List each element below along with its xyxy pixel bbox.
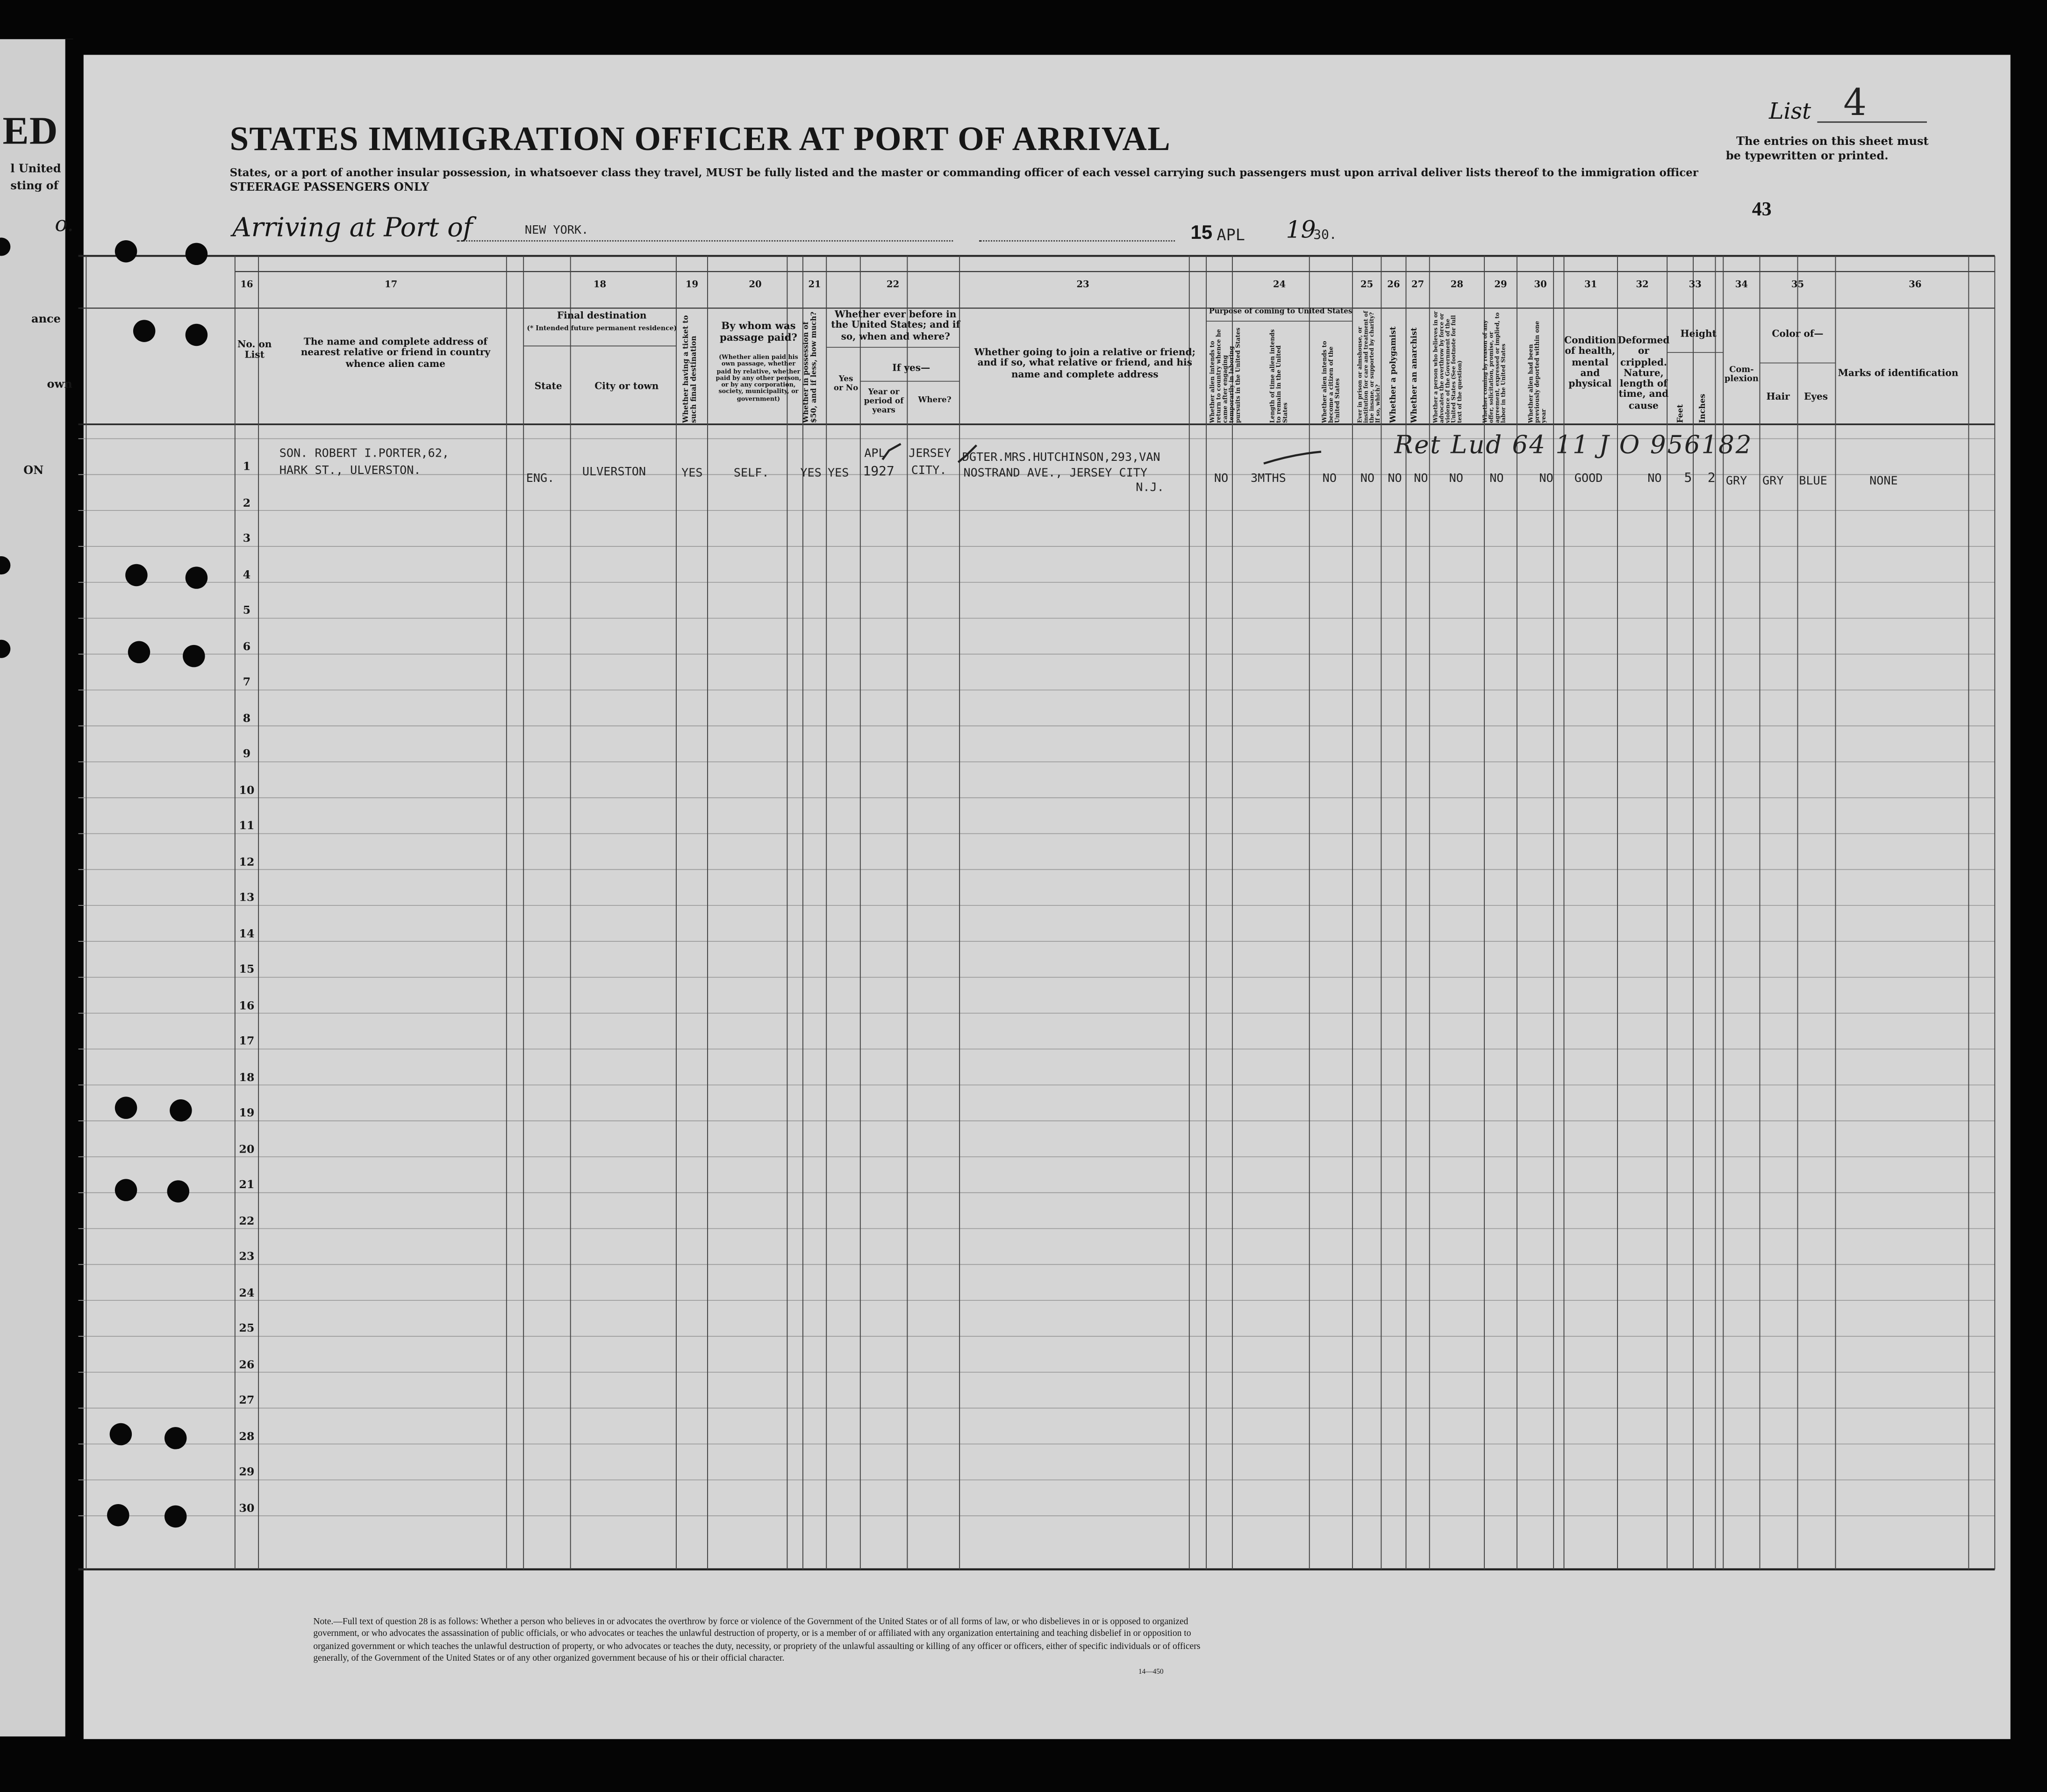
list-number: 4 [1843,81,1867,124]
col-18-state-header: State [534,380,562,392]
left-fragment-b: o. [55,211,74,237]
punch-hole [165,1427,186,1449]
form-number: 14—450 [1138,1668,1164,1677]
row-number-8: 8 [243,712,251,725]
entry-complexion: GRY [1725,475,1747,488]
dash-mark-stay [1264,452,1321,464]
row-number-9: 9 [243,748,251,761]
punch-hole [107,1504,129,1526]
row-number-3: 3 [243,532,251,546]
entry-return-intent: NO [1214,473,1229,486]
entry-state: ENG. [526,473,555,486]
row-number-6: 6 [243,640,251,654]
punch-hole [186,243,208,265]
left-fragment-col-b: own [47,379,72,392]
entry-city: ULVERSTON [582,466,646,480]
column-number-35: 35 [1791,278,1804,290]
port-value: NEW YORK. [524,224,589,238]
column-number-33: 33 [1689,278,1702,290]
col-35-header: Color of— [1772,328,1824,340]
row-number-13: 13 [239,891,255,905]
col-19-header: Whether having a ticket to such final destination [682,315,699,423]
form-subtitle: States, or a port of another insular possession, in whatsoever class they travel, MUST be fully listed and the master or commanding officer of each vessel carrying such passengers must upon arrival deliver lists thereof to the immigration officer [229,165,1698,179]
entry-polygamist: NO [1388,473,1402,486]
date-month: APL [1217,226,1245,244]
entry-length-stay: 3MTHS [1251,473,1286,486]
punch-hole [167,1180,189,1202]
col-32-header: Deformed or crippled. Nature, length of time, and cause [1618,334,1670,411]
column-number-17: 17 [384,278,398,290]
column-number-29: 29 [1494,278,1507,290]
date-year-suffix: 30. [1313,228,1337,243]
column-number-25: 25 [1360,278,1374,290]
left-fragment-title: ED [2,109,58,153]
row-number-15: 15 [239,963,255,977]
arriving-label: Arriving at Port of [232,211,473,243]
row-number-5: 5 [243,604,251,618]
row-number-25: 25 [239,1322,255,1336]
footnote: Note.—Full text of question 28 is as follows: Whether a person who believes in or advocates the overthrow by force or violence of the Government of the United States or of all forms of law, or who disbelieves in or is opposed to organized government, or who advocates the assassination of public officials, or who advocates or teaches the unlawful destruction of property, or is a member of or affiliated with any organization entertaining and teaching disbelief in or opposition to organized government or which teaches the unlawful destruction of property, or who advocates or teaches the duty, necessity, or propriety of the unlawful assaulting or killing of any officer or officers, either of specific individuals or of officers generally, of the Government of the United States or of any other organized government because of his or their official character. [313,1616,1201,1664]
typewritten-note-1: The entries on this sheet must [1736,136,1929,149]
column-number-36: 36 [1909,278,1922,290]
punch-hole [125,564,147,586]
entry-join-line3: N.J. [1136,481,1164,495]
col-18-city-header: City or town [594,380,659,392]
entry-relative-line2: HARK ST., ULVERSTON. [279,465,421,478]
row-number-17: 17 [239,1035,255,1049]
entry-where-line2: CITY. [911,465,947,478]
col-36-header: Marks of identification [1838,366,1959,379]
left-fragment-line-1: l United [10,163,61,177]
row-number-16: 16 [239,999,255,1013]
col-33-feet-header: Feet [1676,404,1686,423]
punch-hole [170,1099,192,1121]
entry-health: GOOD [1574,473,1603,486]
punch-hole [110,1423,132,1445]
col-21-header: Whether in possession of $50, and if less, how much? [802,311,819,423]
entry-money: YES [800,467,822,480]
column-number-21: 21 [808,278,821,290]
typewritten-note-2: be typewritten or printed. [1725,150,1889,164]
col-20-note: (Whether alien paid his own passage, whether paid by relative, whether paid by any other person, or by any corporation, society, municipality, or government) [716,355,802,403]
column-number-22: 22 [887,278,900,290]
col-33-header: Height [1680,328,1717,340]
column-number-27: 27 [1411,278,1424,290]
column-number-24: 24 [1273,278,1286,290]
row-number-26: 26 [239,1358,255,1372]
column-number-30: 30 [1534,278,1547,290]
col-24c-header: Whether alien intends to become a citizen of the United States [1322,341,1342,423]
col-35-hair-header: Hair [1766,390,1790,402]
column-number-31: 31 [1584,278,1597,290]
row-number-28: 28 [239,1430,255,1444]
date-day: 15 [1190,222,1213,244]
row-number-2: 2 [243,496,251,510]
row-number-19: 19 [239,1107,255,1120]
col-34-header: Com-plexion [1724,364,1759,385]
row-number-24: 24 [239,1286,255,1300]
entry-deported: NO [1539,473,1553,486]
col-26-header: Whether a polygamist [1389,326,1398,423]
col-17-header: The name and complete address of nearest relative or friend in country whence alien came [301,335,491,369]
entry-before: YES [827,467,849,480]
punch-hole [133,320,155,342]
entry-eyes: BLUE [1799,475,1827,488]
row-number-29: 29 [239,1466,255,1479]
row-number-1: 1 [243,461,251,474]
entry-where-line1: JERSEY [909,448,952,461]
left-fragment-row1: ON [23,465,44,478]
entry-year-line1: APL [864,448,886,461]
page-number: 43 [1752,200,1772,221]
row-number-18: 18 [239,1071,255,1084]
row-number-21: 21 [239,1179,255,1192]
col-22-year-header: Year or period of years [864,387,904,415]
column-number-34: 34 [1735,278,1748,290]
column-number-32: 32 [1636,278,1649,290]
row-number-14: 14 [239,927,255,941]
entry-deformed: NO [1647,473,1662,486]
col-24-header: Purpose of coming to United States [1209,308,1353,316]
left-fragment-col-a: ance [31,313,61,327]
column-number-26: 26 [1387,278,1400,290]
col-27-header: Whether an anarchist [1410,327,1419,423]
entry-anarchist: NO [1414,473,1428,486]
punch-hole [128,641,150,663]
entry-labor-offer: NO [1489,473,1504,486]
col-16-header: No. on List [237,338,272,361]
row-number-23: 23 [239,1251,255,1264]
entry-join-line1: DGTER.MRS.HUTCHINSON,293,VAN [962,452,1160,465]
punch-hole [115,240,137,262]
col-22-header: Whether ever before in the United States; and if so, when and where? [831,308,960,342]
punch-hole [183,645,205,667]
entry-overthrow: NO [1449,473,1463,486]
punch-hole [115,1097,137,1118]
column-number-16: 16 [240,278,253,290]
column-number-28: 28 [1450,278,1464,290]
entry-inches: 2 [1707,471,1716,486]
column-number-19: 19 [685,278,699,290]
left-fragment-line-2: sting of [10,180,59,194]
column-number-23: 23 [1076,278,1089,290]
entry-join-line2: NOSTRAND AVE., JERSEY CITY [963,467,1148,480]
col-23-header: Whether going to join a relative or friend; and if so, what relative or friend, and his name and complete address [974,346,1195,380]
column-number-18: 18 [593,278,607,290]
col-22-yesno-header: Yes or No [833,374,859,393]
col-33-inches-header: Inches [1698,394,1708,423]
handwritten-annotation: Ret Lud 64 11 J O 956182 [1394,430,1753,460]
entry-paid-by: SELF. [733,467,769,480]
row-number-30: 30 [239,1502,255,1515]
row-number-27: 27 [239,1394,255,1408]
column-number-20: 20 [749,278,762,290]
date-year-prefix: 19 [1286,216,1316,244]
row-number-4: 4 [243,568,251,582]
punch-hole [115,1179,137,1201]
row-number-7: 7 [243,676,251,689]
col-18-note: (* Intended future permanent residence) [527,325,677,333]
col-20-header: By whom was passage paid? [720,320,797,343]
entry-feet: 5 [1684,471,1692,486]
col-28-header: Whether a person who believes in or advocates the overthrow by force or violence of the Government of the United States (See footnote for full text of the question) [1432,311,1463,423]
entry-relative-line1: SON. ROBERT I.PORTER,62, [279,448,450,461]
entry-marks: NONE [1869,475,1898,488]
list-label: List [1769,99,1811,126]
col-22-ifyes-header: If yes— [892,361,930,373]
row-number-22: 22 [239,1215,255,1228]
row-number-10: 10 [239,784,255,797]
col-24a-header: Whether alien intends to return to country whence he came after engaging temporarily in laboring pursuits in the United States [1210,327,1243,423]
row-number-20: 20 [239,1143,255,1156]
steerage-label: STEERAGE PASSENGERS ONLY [229,181,429,195]
check-mark-join [958,445,976,462]
col-29-header: Whether coming by reason of any offer, solicitation, promise, or agreement, expressed or implied, to labor in the United States [1482,312,1507,423]
entry-year-line2: 1927 [863,465,895,480]
row-number-12: 12 [239,856,255,869]
col-22-where-header: Where? [918,395,952,405]
form-title: STATES IMMIGRATION OFFICER AT PORT OF ARRIVAL [229,120,1171,158]
punch-hole [186,566,208,588]
entry-citizen: NO [1322,473,1337,486]
punch-hole [186,324,208,346]
entry-prison: NO [1360,473,1374,486]
col-24b-header: Length of time alien intends to remain in the United States [1270,329,1290,423]
col-25-header: Ever in prison or almshouse, or institution for care and treatment of the insane, or supported by charity? If so, which? [1356,311,1381,423]
entry-ticket: YES [681,467,703,480]
col-35-eyes-header: Eyes [1804,390,1828,402]
col-30-header: Whether alien had been previously deported within one year [1529,321,1548,423]
row-number-11: 11 [239,820,255,833]
entry-hair: GRY [1762,475,1784,488]
check-mark-year [882,444,901,460]
col-31-header: Condition of health, mental and physical [1564,334,1616,389]
punch-hole [165,1505,186,1527]
col-18-header: Final destination [557,309,647,322]
